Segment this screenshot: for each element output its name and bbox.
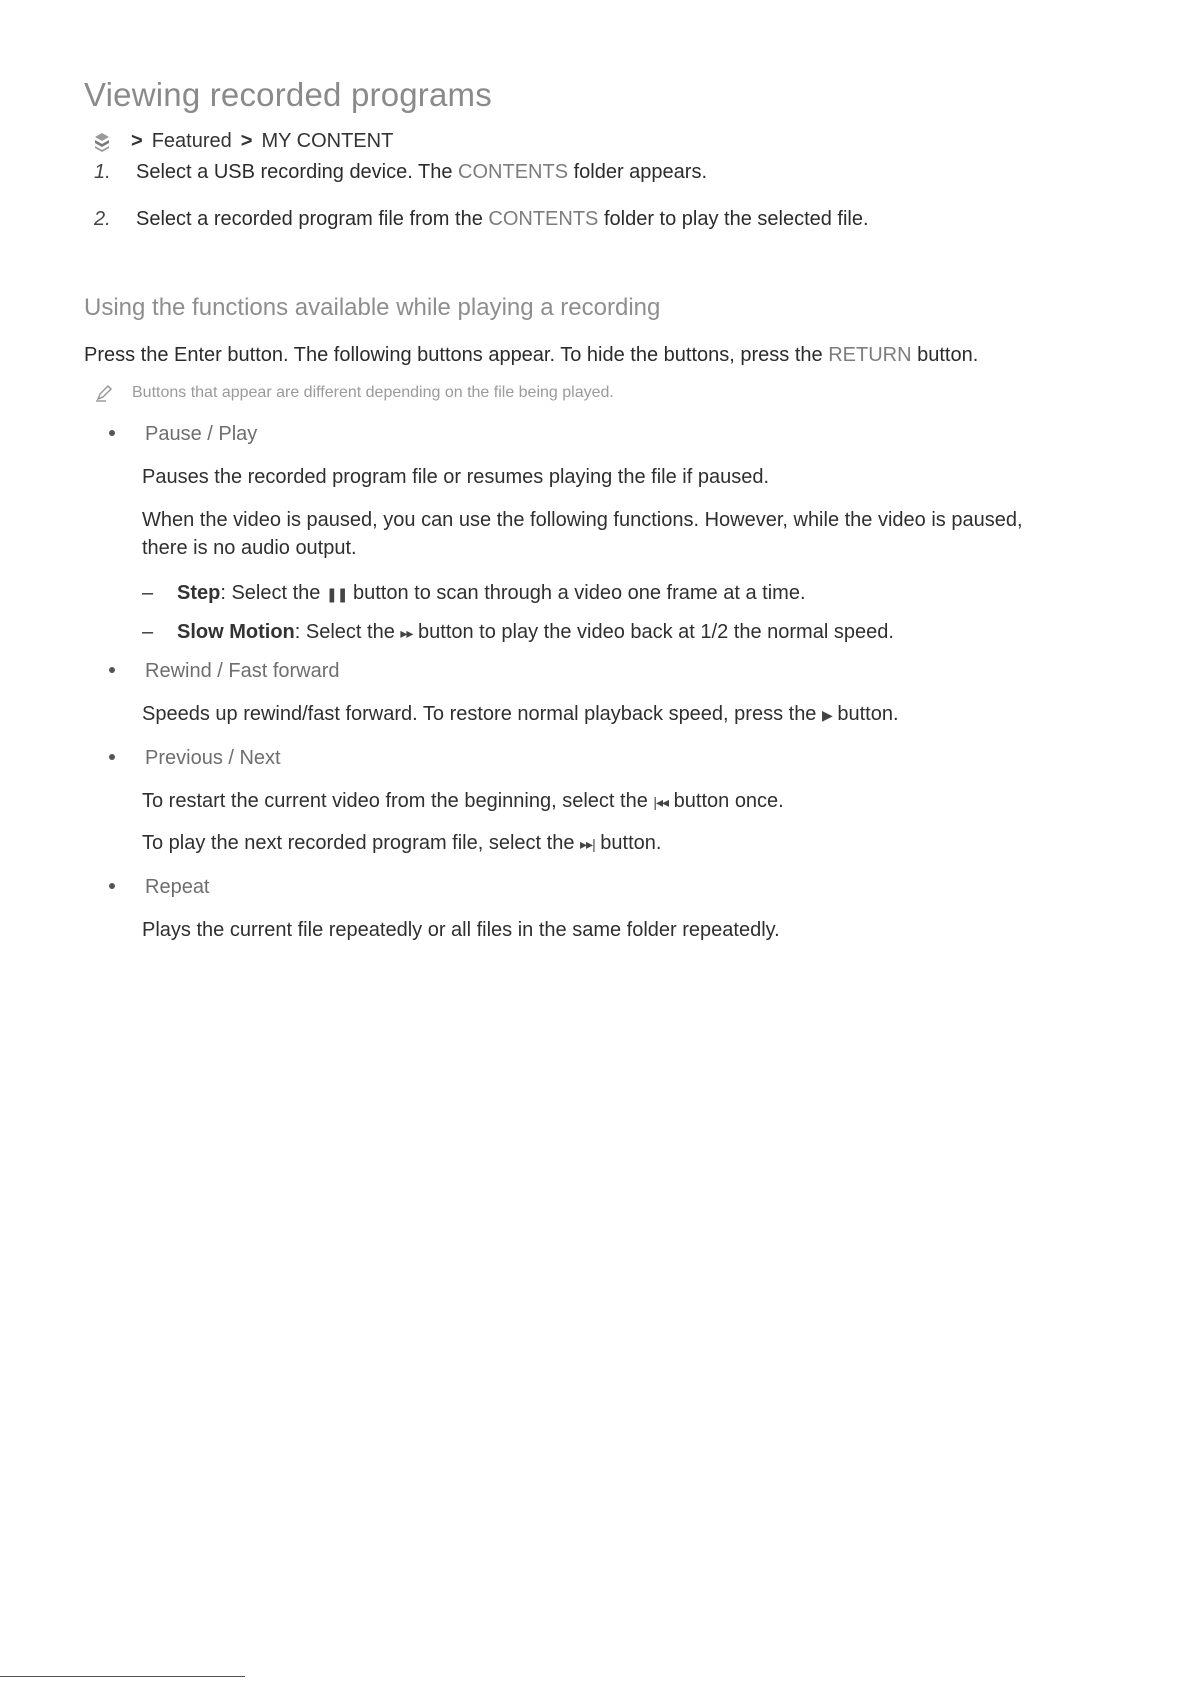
paragraph: Pauses the recorded program file or resumes playing the file if paused. [142, 466, 770, 488]
bullet-title: Pause / Play [145, 423, 258, 445]
term: Slow Motion [177, 621, 295, 643]
bullet-title: Repeat [145, 876, 210, 898]
paragraph [142, 700, 899, 729]
paragraph-text: button. [594, 832, 662, 854]
pause-icon: ❚❚ [325, 586, 348, 602]
paragraph-text: button. [831, 703, 899, 725]
page-title: Viewing recorded programs [84, 76, 492, 113]
bullet-dot [109, 667, 115, 673]
note [94, 383, 614, 403]
play-icon: ▶ [822, 707, 832, 723]
return-label: RETURN [828, 344, 912, 366]
paragraph: When the video is paused, you can use the following functions. However, while the video is paused, there is no audio output. [142, 509, 1023, 559]
bullet-pause-play [109, 423, 257, 446]
breadcrumb-separator: > [240, 130, 253, 152]
step-text: Select a USB recording device. The [136, 161, 459, 183]
smart-hub-icon [94, 132, 110, 152]
paragraph-text: Speeds up rewind/fast forward. To restore normal playback speed, press the [142, 703, 822, 725]
intro-paragraph [84, 344, 978, 367]
bullet-repeat [109, 876, 210, 899]
paragraph-text: button once. [668, 790, 784, 812]
breadcrumb-separator: > [131, 130, 143, 152]
bullet-dot [109, 430, 115, 436]
pencil-icon [94, 383, 114, 403]
slow-forward-icon: ▸▸ [400, 625, 413, 641]
paragraph: Plays the current file repeatedly or all files in the same folder repeatedly. [142, 919, 780, 941]
sub-text: : Select the [220, 582, 326, 604]
intro-text: button. [911, 344, 979, 366]
breadcrumb-my-content: MY CONTENT [261, 130, 394, 152]
intro-text: Press the Enter button. The following buttons appear. To hide the buttons, press the [84, 344, 829, 366]
paragraph-text: To play the next recorded program file, select the [142, 832, 581, 854]
bullet-title: Previous / Next [145, 747, 281, 769]
step-number: 2. [94, 208, 111, 230]
sub-item-slow-motion [142, 621, 894, 644]
step-text: folder to play the selected file. [598, 208, 869, 230]
previous-icon: |◂◂ [653, 794, 669, 810]
paragraph-text: To restart the current video from the beginning, select the [142, 790, 654, 812]
sub-text: : Select the [294, 621, 401, 643]
step-2 [94, 208, 869, 231]
contents-label: CONTENTS [458, 161, 569, 183]
bullet-title: Rewind / Fast forward [145, 660, 340, 682]
bullet-dot [109, 754, 115, 760]
breadcrumb [94, 130, 393, 153]
dash: – [142, 582, 154, 604]
step-text: folder appears. [568, 161, 708, 183]
bullet-previous-next [109, 747, 281, 770]
note-text: Buttons that appear are different depending on the file being played. [132, 384, 614, 401]
term: Step [177, 582, 221, 604]
dash: – [142, 621, 154, 643]
next-icon: ▸▸| [580, 836, 595, 852]
bullet-rewind-fast-forward [109, 660, 340, 683]
footer-rule [0, 1676, 245, 1677]
paragraph [142, 829, 661, 858]
sub-item-step [142, 582, 806, 605]
step-text: Select a recorded program file from the [136, 208, 489, 230]
section-title: Using the functions available while playing a recording [84, 294, 661, 321]
breadcrumb-featured: Featured [151, 130, 232, 152]
step-1 [94, 161, 707, 184]
contents-label: CONTENTS [488, 208, 599, 230]
sub-text: button to scan through a video one frame at a time. [347, 582, 806, 604]
bullet-dot [109, 883, 115, 889]
paragraph [142, 787, 784, 816]
sub-text: button to play the video back at 1/2 the normal speed. [412, 621, 894, 643]
step-number: 1. [94, 161, 111, 183]
